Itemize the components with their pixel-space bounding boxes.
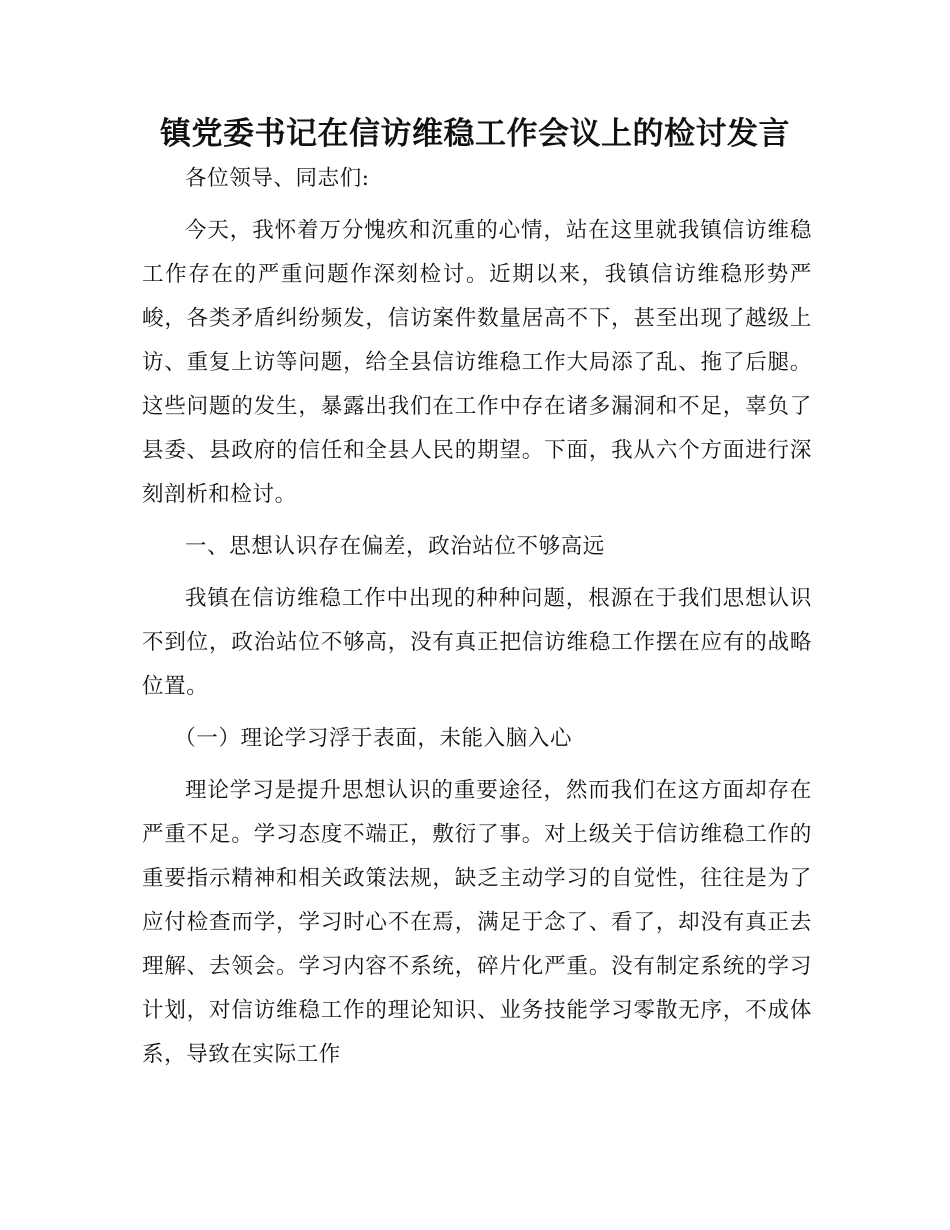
body-paragraph: 理论学习是提升思想认识的重要途径，然而我们在这方面却存在严重不足。学习态度不端正，敷衍了事。对上级关于信访维稳工作的重要指示精神和相关政策法规，缺乏主动学习的自觉性，往往是为了应付检查而学，学习时心不在焉，满足于念了、看了，却没有真正去理解、去领会。学习内容不系统，碎片化严重。没有制定系统的学习计划，对信访维稳工作的理论知识、业务技能学习零散无序，不成体系，导致在实际工作 [142, 778, 812, 1067]
subsection-heading: （一）理论学习浮于表面，未能入脑入心 [174, 726, 573, 751]
document-body [142, 157, 812, 1085]
section-heading: 一、思想认识存在偏差，政治站位不够高远 [185, 534, 605, 559]
intro-paragraph: 今天，我怀着万分愧疚和沉重的心情，站在这里就我镇信访维稳工作存在的严重问题作深刻检讨。近期以来，我镇信访维稳形势严峻，各类矛盾纠纷频发，信访案件数量居高不下，甚至出现了越级上访、重复上访等问题，给全县信访维稳工作大局添了乱、拖了后腿。这些问题的发生，暴露出我们在工作中存在诸多漏洞和不足，辜负了县委、县政府的信任和全县人民的期望。下面，我从六个方面进行深刻剖析和检讨。 [142, 218, 812, 507]
salutation: 各位领导、同志们: [185, 166, 370, 191]
body-paragraph: 我镇在信访维稳工作中出现的种种问题，根源在于我们思想认识不到位，政治站位不够高，没有真正把信访维稳工作摆在应有的战略位置。 [142, 586, 812, 699]
document-title: 镇党委书记在信访维稳工作会议上的检讨发言 [160, 116, 790, 152]
